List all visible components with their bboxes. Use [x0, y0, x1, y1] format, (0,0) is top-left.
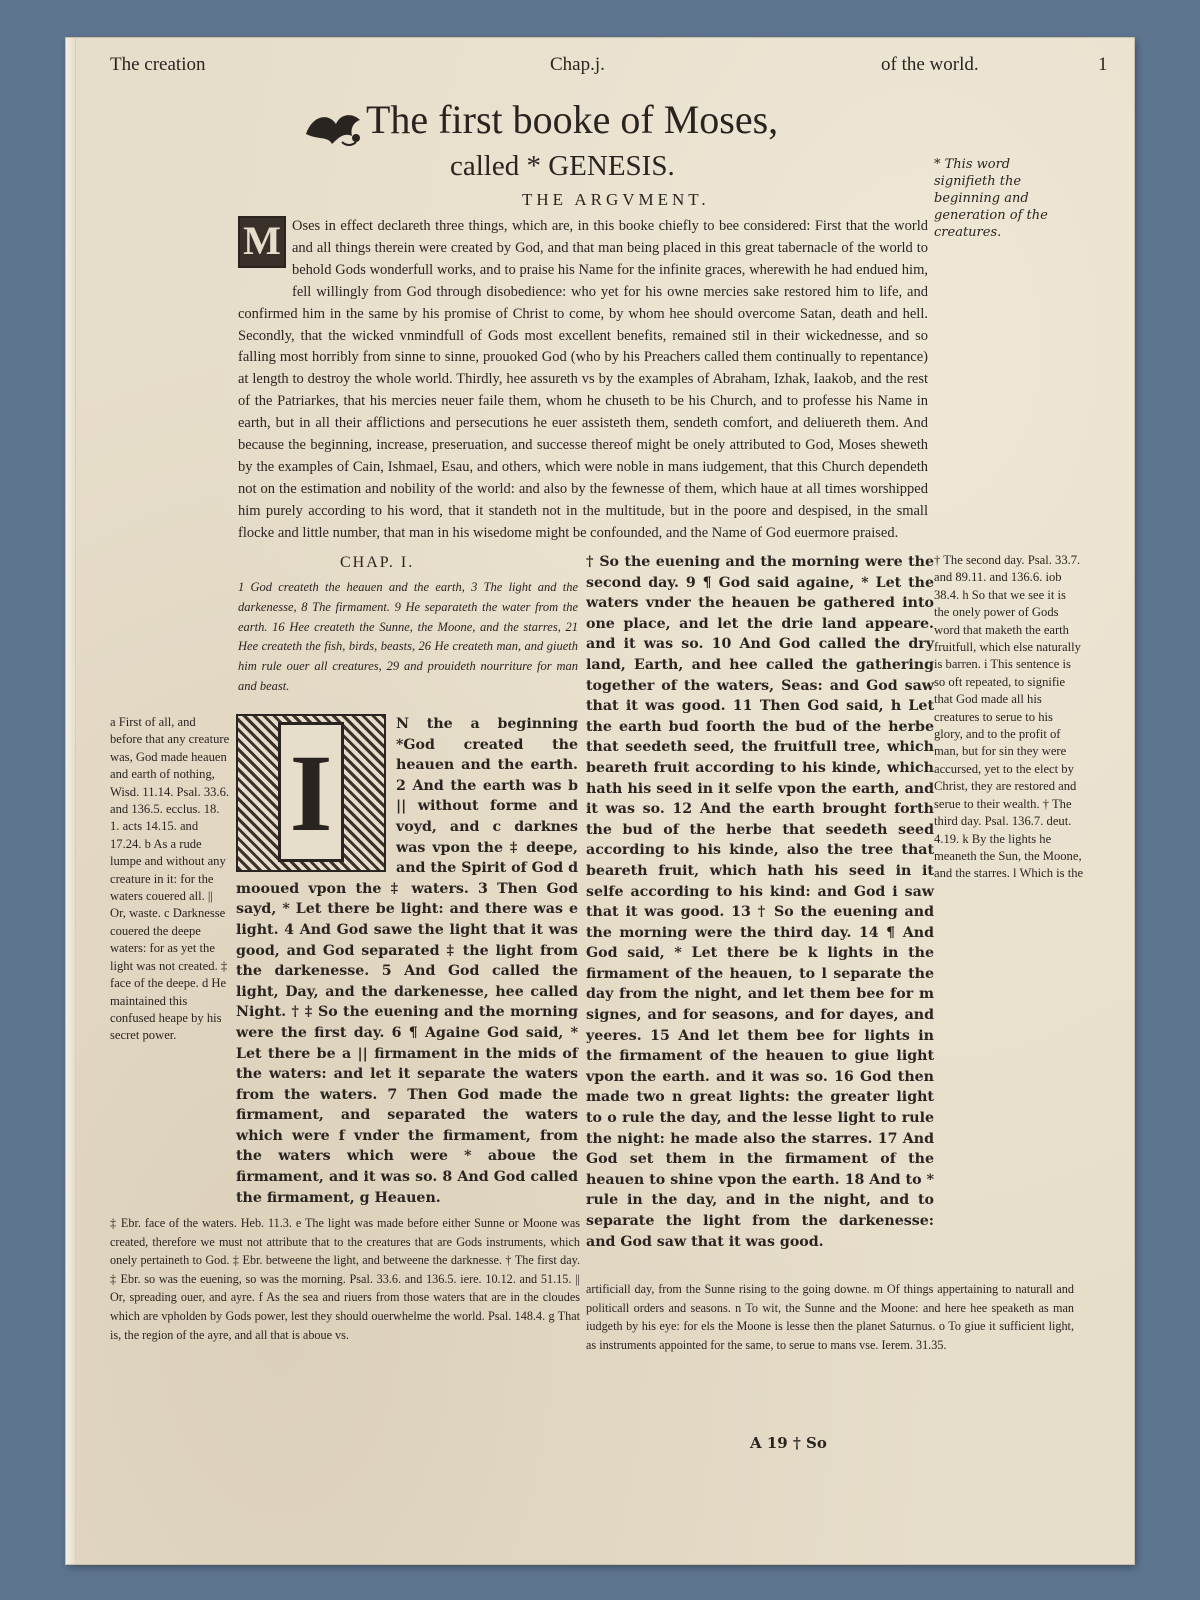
- right-margin-notes: † The second day. Psal. 33.7. and 89.11. and 136.6. iob 38.4. h So that we see it is the onely power of Gods word that maketh the earth fruitfull, which else naturally is barren. i This sentence is so oft repeated, to signifie that God made all his creatures to serue to his glory, and to the profit of man, but for sin they were accursed, yet to the elect by Christ, they are restored and serue to their wealth. † The third day. Psal. 136.7. deut. 4.19. k By the lights he meaneth the Sun, the Moone, and the starres. l Which is the: [934, 553, 1084, 881]
- margin-note-top-right: * This word signifieth the beginning and generation of the creatures.: [934, 157, 1048, 240]
- column-one-text: N the a beginning *God created the heauen and the earth. 2 And the earth was b || without forme and voyd, and c darknes was vpon the ‡ deepe, and the Spirit of God d mooued vpon the ‡ waters. 3 Then God sayd, * Let there be light: and there was e light. 4 And God sawe the light that it was good, and God separated ‡ the light from the darkenesse. 5 And God called the light, Day, and the darkenesse, hee called Night. † ‡ So the euening and the morning were the first day. 6 ¶ Againe God said, * Let there be a || firmament in the mids of the waters: and let it separate the waters from the waters. 7 Then God made the firmament, and separated the waters which were f vnder the firmament, from the waters which were * aboue the firmament, and it was so. 8 And God called the firmament, g Heauen.: [236, 716, 578, 1206]
- book-title: The first booke of Moses,: [366, 97, 779, 142]
- book-subtitle: called * GENESIS.: [450, 150, 675, 182]
- page-edge: [66, 38, 76, 1564]
- footnotes-left: ‡ Ebr. face of the waters. Heb. 11.3. e The light was made before either Sunne or Moone was created, therefore we must not attribute that to the creatures that are Gods instruments, which onely pertaineth to God. ‡ Ebr. betweene the light, and betweene the darknesse. † The first day. ‡ Ebr. so was the euening, so was the morning. Psal. 33.6. and 136.5. iere. 10.12. and 51.15. || Or, spreading ouer, and ayre. f As the sea and riuers from those waters that are in the cloudes which are vpholden by Gods power, lest they should ouerwhelme the world. Psal. 148.4. g That is, the region of the ayre, and all that is aboue vs.: [110, 1216, 580, 1342]
- bible-page: [66, 38, 1134, 1564]
- footnotes-right: artificiall day, from the Sunne rising to the going downe. m Of things appertaining to naturall and politicall orders and seasons. n To wit, the Sunne and the Moone: and here hee speaketh as man iudgeth by his eye: for els the Moone is lesse then the planet Saturnus. o To giue it sufficient light, as instruments appointed for the same, to serue to mans vse. Ierem. 31.35.: [586, 1282, 1074, 1352]
- running-head-left: The creation: [110, 54, 206, 75]
- running-head-center: Chap.j.: [550, 54, 605, 75]
- left-margin-notes: a First of all, and before that any creature was, God made heauen and earth of nothing, Wisd. 11.14. Psal. 33.6. and 136.5. ecclus. 18. 1. acts 14.15. and 17.24. b As a rude lumpe and without any creature in it: for the waters couered all. || Or, waste. c Darknesse couered the deepe waters: for as yet the light was not created. ‡ face of the deepe. d He maintained this confused heape by his secret power.: [110, 715, 230, 1043]
- scripture-column-two: † So the euening and the morning were the second day. 9 ¶ God said againe, * Let the waters vnder the heauen be gathered into one place, and let the drie land appeare. and it was so. 10 And God called the dry land, Earth, and hee called the gathering together of the waters, Seas: and God saw that it was good. 11 Then God said, h Let the earth bud foorth the bud of the herbe that seedeth seed, the fruitfull tree, which beareth fruit according to his kinde, which hath his seed in it selfe vpon the earth, and it was so. 12 And the earth brought forth the bud of the herbe that seedeth seed according to his kinde, also the tree that beareth fruit, which hath his seed in it selfe according to his kind: and God i saw that it was good. 13 † So the euening and the morning were the third day. 14 ¶ And God said, * Let there be k lights in the firmament of the heauen, to l separate the day from the night, and let them bee for m signes, and for seasons, and for dayes, and yeeres. 15 And let them bee for lights in the firmament of the heauen to giue light vpon the earth. and it was so. 16 God then made two n great lights: the greater light to o rule the day, and the lesse light to rule the night: he made also the starres. 17 And God set them in the firmament of the heauen to shine vpon the earth. 18 And to * rule in the day, and in the night, and to separate the light from the darkenesse: and God saw that it was good.: [586, 554, 934, 1250]
- ornamental-drop-cap: [236, 714, 386, 872]
- fleuron-ornament-icon: [302, 106, 366, 150]
- argument-body: Oses in effect declareth three things, which are, in this booke chiefly to bee considered: First that the world and all things therein were created by God, and that man being placed in this great tabernacle of the world to behold Gods wonderfull works, and to praise his Name for the infinite graces, wherewith he had endued him, fell willingly from God through disobedience: who yet for his owne mercies sake restored him to life, and confirmed him in the same by his promise of Christ to come, by whom hee should overcome Satan, death and hell. Secondly, that the wicked vnmindfull of Gods most excellent benefits, remained stil in their wickednesse, and so falling most horribly from sinne to sinne, prouoked God (who by his Preachers called them continually to repentance) at length to destroy the whole world. Thirdly, hee assureth vs by the examples of Abraham, Izhak, Iaakob, and the rest of the Patriarkes, that his mercies neuer faile them, whom he chuseth to be his Church, and to professe his Name in earth, but in all their afflictions and persecutions he euer assisteth them, sendeth comfort, and deliuereth them. And because the beginning, increase, preseruation, and successe thereof might be onely attributed to God, Moses sheweth by the examples of Cain, Ishmael, Esau, and others, which were noble in mans iudgement, that this Church dependeth not on the estimation and nobility of the world: and also by the fewnesse of them, which haue at all times worshipped him purely according to his word, that it standeth not in the multitude, but in the poore and despised, in the small flocke and little number, that man in his wisedome might be confounded, and the Name of God euermore praised.: [238, 218, 928, 541]
- argument-text: [238, 216, 928, 545]
- drop-cap-letter: I: [278, 722, 344, 862]
- argument-heading: THE ARGVMENT.: [522, 190, 710, 209]
- scripture-column-one: [236, 714, 578, 1208]
- argument-drop-cap: M: [238, 216, 286, 268]
- chapter-heading: CHAP. I.: [340, 554, 415, 571]
- catchword: A 19 † So: [750, 1434, 827, 1452]
- folio-number: 1: [1098, 54, 1108, 75]
- running-head-right: of the world.: [881, 54, 979, 75]
- chapter-summary: 1 God createth the heauen and the earth, 3 The light and the darkenesse, 8 The firmament. 9 He separateth the water from the earth. 16 Hee createth the Sunne, the Moone, and the starres, 21 Hee createth the fish, birds, beasts, 26 He createth man, and giueth him rule ouer all creatures, 29 and prouideth nourriture for man and beast.: [238, 580, 578, 693]
